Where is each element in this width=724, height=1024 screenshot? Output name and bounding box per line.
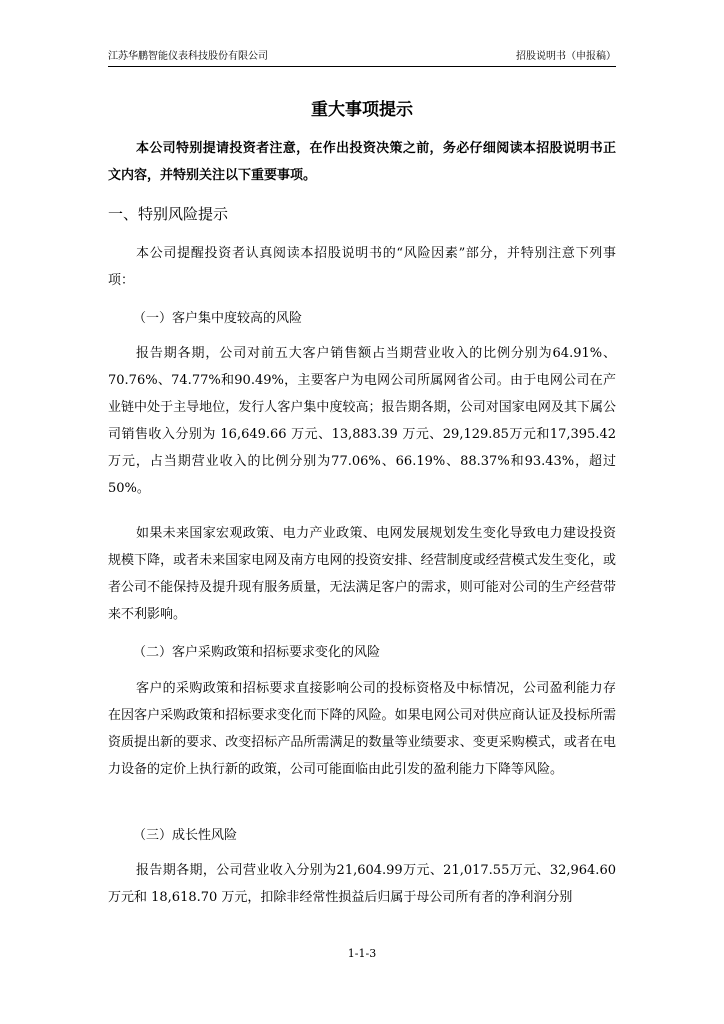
header-document-type: 招股说明书（申报稿） bbox=[516, 51, 616, 62]
subsection-heading-customer-concentration: （一）客户集中度较高的风险 bbox=[133, 311, 303, 326]
section-heading-special-risks: 一、特别风险提示 bbox=[108, 205, 229, 223]
subsection-heading-procurement-policy: （二）客户采购政策和招标要求变化的风险 bbox=[133, 645, 381, 660]
page-title: 重大事项提示 bbox=[311, 100, 413, 120]
intro-paragraph: 本公司特别提请投资者注意，在作出投资决策之前，务必仔细阅读本招股说明书正文内容，并特别关注以下重要事项。 bbox=[108, 141, 616, 183]
running-header bbox=[108, 50, 616, 67]
subsection-heading-growth-risk: （三）成长性风险 bbox=[133, 828, 238, 843]
growth-risk-paragraph: 报告期各期，公司营业收入分别为21,604.99万元、21,017.55万元、32,964.60万元和 18,618.70 万元，扣除非经常性损益后归属于母公司所有者的净利润分别 bbox=[108, 863, 616, 905]
page-number: 1-1-3 bbox=[347, 947, 377, 960]
procurement-policy-paragraph: 客户的采购政策和招标要求直接影响公司的投标资格及中标情况，公司盈利能力存在因客户采购政策和招标要求变化而下降的风险。如果电网公司对供应商认证及投标所需资质提出新的要求、改变招标产品所需满足的数量等业绩要求、变更采购模式，或者在电力设备的定价上执行新的政策，公司可能面临由此引发的盈利能力下降等风险。 bbox=[108, 681, 616, 777]
customer-concentration-paragraph-1: 报告期各期，公司对前五大客户销售额占当期营业收入的比例分别为64.91%、70.76%、74.77%和90.49%，主要客户为电网公司所属网省公司。由于电网公司在产业链中处于主导地位，发行人客户集中度较高；报告期各期，公司对国家电网及其下属公司销售收入分别为 16,649.66 万元、13,883.39 万元、29,129.85万元和17,395.42万元，占当期营业收入的比例分别为77.06%、66.19%、88.37%和93.43%，超过50%。 bbox=[108, 346, 616, 496]
header-company-name: 江苏华鹏智能仪表科技股份有限公司 bbox=[108, 51, 268, 62]
section-intro-paragraph: 本公司提醒投资者认真阅读本招股说明书的“风险因素”部分，并特别注意下列事项： bbox=[108, 246, 616, 288]
customer-concentration-paragraph-2: 如果未来国家宏观政策、电力产业政策、电网发展规划发生变化导致电力建设投资规模下降，或者未来国家电网及南方电网的投资安排、经营制度或经营模式发生变化，或者公司不能保持及提升现有服务质量，无法满足客户的需求，则可能对公司的生产经营带来不利影响。 bbox=[108, 526, 616, 622]
